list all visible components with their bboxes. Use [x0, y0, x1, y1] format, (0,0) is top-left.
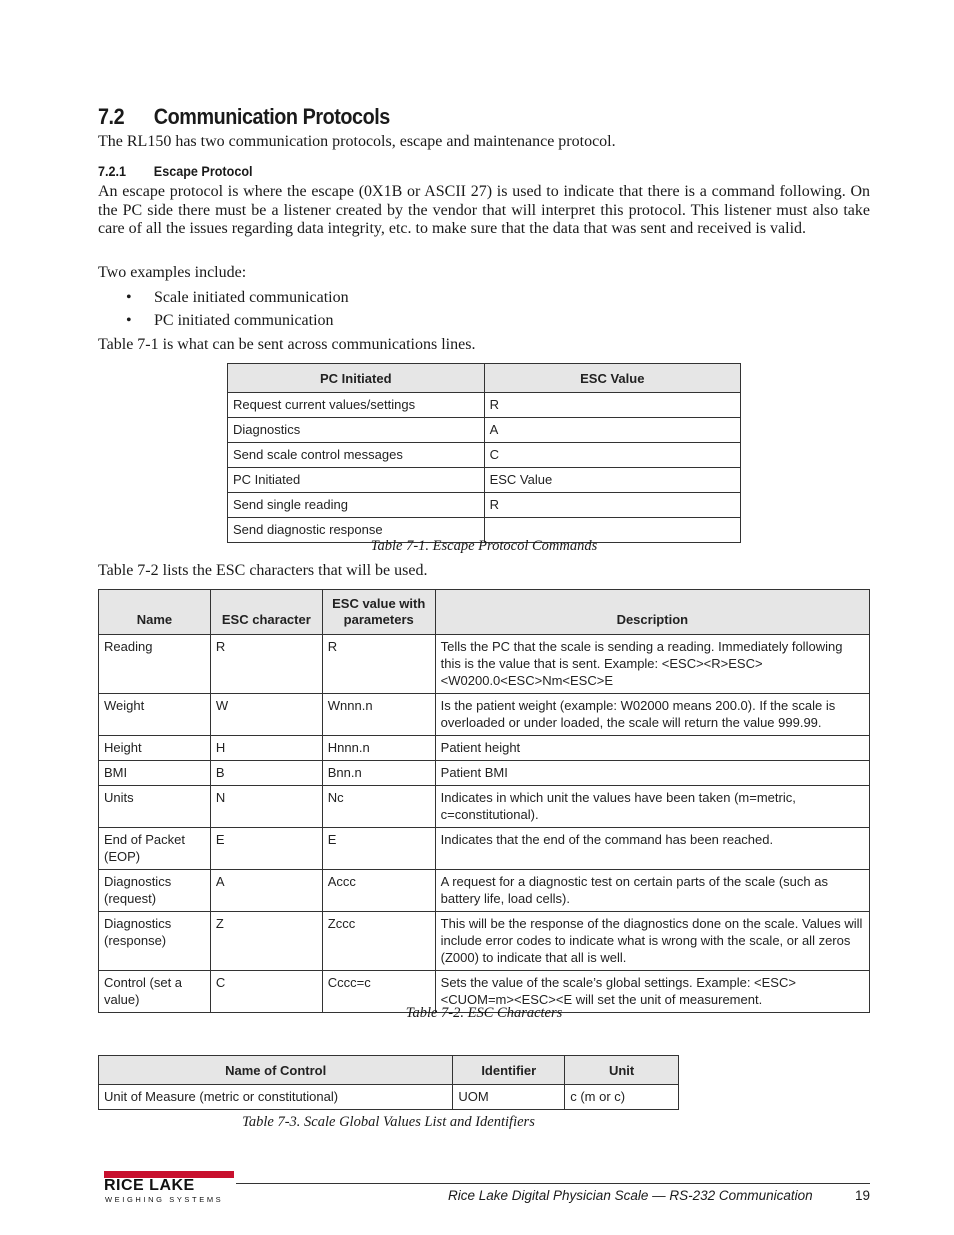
- table-cell: Patient BMI: [435, 761, 869, 786]
- table-row: [228, 418, 741, 443]
- rice-lake-logo: [104, 1171, 236, 1207]
- column-header: ESC Value: [484, 364, 740, 393]
- table-cell: Tells the PC that the scale is sending a reading. Immediately following this is the value that is sent. Example: <ESC><R>ESC><W0200.0<ESC>Nm<ESC>E: [435, 635, 869, 694]
- table-cell: H: [210, 736, 322, 761]
- table2-intro: Table 7-2 lists the ESC characters that will be used.: [98, 562, 428, 579]
- column-header: Unit: [565, 1056, 679, 1085]
- table-cell: Send scale control messages: [228, 443, 485, 468]
- table1-caption: Table 7-1. Escape Protocol Commands: [370, 538, 598, 554]
- table-cell: UOM: [453, 1085, 565, 1110]
- table-cell: This will be the response of the diagnostics done on the scale. Values will include error codes to indicate what is wrong with the scale, or all zeros (Z000) to indicate that all is well.: [435, 912, 869, 971]
- subsection-number: 7.2.1: [98, 163, 127, 179]
- table-cell: Z: [210, 912, 322, 971]
- table1-intro: Table 7-1 is what can be sent across communications lines.: [98, 336, 476, 353]
- table-row: [228, 468, 741, 493]
- bullet-item: • Scale initiated communication: [126, 289, 349, 306]
- logo-main-text: RICE LAKE: [104, 1177, 195, 1194]
- table-cell: R: [210, 635, 322, 694]
- escape-paragraph: An escape protocol is where the escape (0X1B or ASCII 27) is used to indicate that there is a command following. On the PC side there must be a listener created by the vendor that will interpret this protocol. This listener must also take care of all the issues regarding data integrity, etc. to make sure that the data that was sent and received is valid.: [98, 183, 870, 238]
- column-header: PC Initiated: [228, 364, 485, 393]
- table-cell: Diagnostics: [228, 418, 485, 443]
- table-cell: Hnnn.n: [322, 736, 435, 761]
- page-number: 19: [855, 1188, 871, 1203]
- table-row: [99, 635, 870, 694]
- table-row: [99, 761, 870, 786]
- table-cell: End of Packet (EOP): [99, 828, 211, 870]
- table-cell: Diagnostics (request): [99, 870, 211, 912]
- subsection-title: Escape Protocol: [153, 163, 253, 179]
- table-cell: Diagnostics (response): [99, 912, 211, 971]
- table-row: [228, 443, 741, 468]
- table3-caption: Table 7-3. Scale Global Values List and Identifiers: [242, 1114, 535, 1130]
- table-row: [228, 493, 741, 518]
- bullet-item: • PC initiated communication: [126, 312, 334, 329]
- footer-divider: [236, 1183, 870, 1184]
- examples-intro: Two examples include:: [98, 264, 247, 281]
- table-cell: Indicates in which unit the values have been taken (m=metric, c=constitutional).: [435, 786, 869, 828]
- bullet-text: PC initiated communication: [154, 312, 334, 329]
- subsection-heading: [98, 163, 253, 179]
- table-cell: Height: [99, 736, 211, 761]
- column-header: Name of Control: [99, 1056, 453, 1085]
- table-cell: c (m or c): [565, 1085, 679, 1110]
- logo-sub-text: WEIGHING SYSTEMS: [105, 1195, 224, 1204]
- table-cell: C: [484, 443, 740, 468]
- footer-title: Rice Lake Digital Physician Scale — RS-232 Communication: [448, 1188, 813, 1203]
- global-values-table: [98, 1055, 679, 1110]
- section-number: 7.2: [98, 104, 125, 129]
- table-cell: Accc: [322, 870, 435, 912]
- table-cell: ESC Value: [484, 468, 740, 493]
- table-cell: Zccc: [322, 912, 435, 971]
- table-row: [99, 786, 870, 828]
- table-row: [228, 393, 741, 418]
- column-header: Identifier: [453, 1056, 565, 1085]
- table-cell: A: [484, 418, 740, 443]
- table-cell: R: [484, 393, 740, 418]
- intro-paragraph: The RL150 has two communication protocols, escape and maintenance protocol.: [98, 133, 616, 150]
- table-cell: C: [210, 971, 322, 1013]
- table-cell: Wnnn.n: [322, 694, 435, 736]
- table-cell: BMI: [99, 761, 211, 786]
- table-row: [99, 736, 870, 761]
- table-cell: Send single reading: [228, 493, 485, 518]
- table-cell: Weight: [99, 694, 211, 736]
- table-cell: N: [210, 786, 322, 828]
- table-cell: R: [322, 635, 435, 694]
- column-header: ESC character: [210, 590, 322, 635]
- table-cell: E: [210, 828, 322, 870]
- table-cell: Bnn.n: [322, 761, 435, 786]
- section-heading: [98, 104, 390, 130]
- table-cell: B: [210, 761, 322, 786]
- table-row: [99, 694, 870, 736]
- table-cell: Units: [99, 786, 211, 828]
- table-cell: Cccc=c: [322, 971, 435, 1013]
- table-cell: Request current values/settings: [228, 393, 485, 418]
- table-cell: Is the patient weight (example: W02000 means 200.0). If the scale is overloaded or under loaded, the scale will return the value 999.99.: [435, 694, 869, 736]
- table-cell: Patient height: [435, 736, 869, 761]
- table-cell: Indicates that the end of the command has been reached.: [435, 828, 869, 870]
- bullet-text: Scale initiated communication: [154, 289, 349, 306]
- table-cell: W: [210, 694, 322, 736]
- table-cell: E: [322, 828, 435, 870]
- table-cell: Send diagnostic response: [228, 518, 485, 543]
- column-header: ESC value with parameters: [322, 590, 435, 635]
- table-cell: Reading: [99, 635, 211, 694]
- table2-caption: Table 7-2. ESC Characters: [405, 1005, 563, 1021]
- escape-protocol-table: [227, 363, 741, 543]
- table-row: [99, 1085, 679, 1110]
- table-row: [99, 870, 870, 912]
- table-cell: A: [210, 870, 322, 912]
- table-row: [99, 912, 870, 971]
- table-cell: Unit of Measure (metric or constitutional): [99, 1085, 453, 1110]
- esc-characters-table: [98, 589, 870, 1013]
- table-row: [99, 828, 870, 870]
- table-cell: Control (set a value): [99, 971, 211, 1013]
- table-cell: Nc: [322, 786, 435, 828]
- column-header: Description: [435, 590, 869, 635]
- section-title: Communication Protocols: [153, 104, 390, 129]
- table-cell: R: [484, 493, 740, 518]
- table-cell: PC Initiated: [228, 468, 485, 493]
- column-header: Name: [99, 590, 211, 635]
- table-cell: Sets the value of the scale’s global settings. Example: <ESC><CUOM=m><ESC><E will set the unit of measurement.: [435, 971, 869, 1013]
- table-cell: A request for a diagnostic test on certain parts of the scale (such as battery life, load cells).: [435, 870, 869, 912]
